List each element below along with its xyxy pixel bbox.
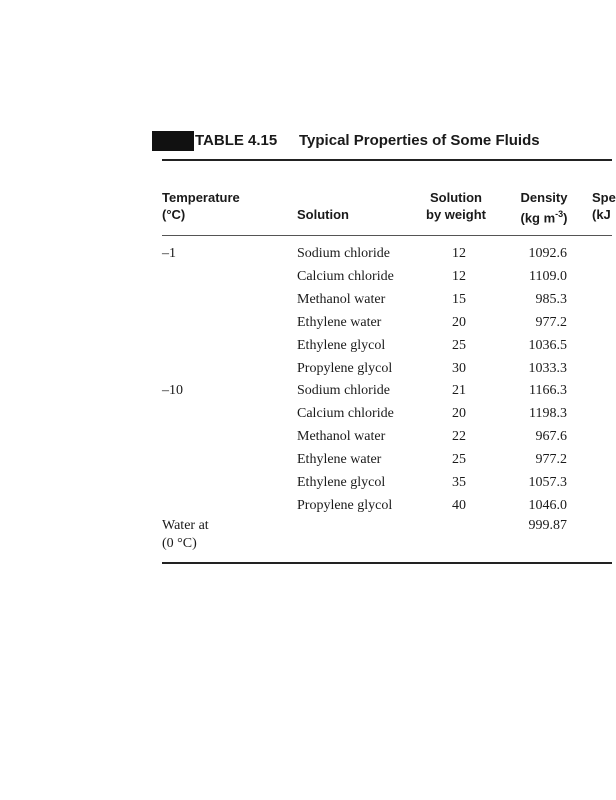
row-density: 1036.5 (528, 338, 567, 353)
header-rule (162, 235, 612, 236)
header-solution: Solution (297, 207, 349, 222)
header-temperature: Temperature (°C) (162, 190, 240, 222)
row-solution: Ethylene water (297, 452, 382, 467)
row-solution: Calcium chloride (297, 406, 394, 421)
row-density: 1057.3 (528, 475, 567, 490)
row-temperature: –10 (162, 383, 183, 398)
row-density: 985.3 (535, 292, 567, 307)
row-density: 967.6 (535, 429, 567, 444)
row-solution: Ethylene water (297, 315, 382, 330)
row-by-weight: 25 (452, 338, 466, 353)
row-solution: Propylene glycol (297, 361, 393, 376)
header-density: Density (kg $m^{-3}$) (520, 190, 568, 226)
row-solution: Sodium chloride (297, 383, 390, 398)
row-density: 1166.3 (529, 383, 567, 398)
row-by-weight: 12 (452, 269, 466, 284)
row-solution: Methanol water (297, 429, 386, 444)
bottom-rule (162, 562, 612, 564)
row-temperature: –1 (162, 246, 176, 261)
row-by-weight: 12 (452, 246, 466, 261)
row-by-weight: 35 (452, 475, 466, 490)
table-title: Typical Properties of Some Fluids (299, 132, 540, 149)
row-by-weight: 20 (452, 315, 466, 330)
row-by-weight: 15 (452, 292, 466, 307)
row-density: 1109.0 (529, 269, 567, 284)
row-by-weight: 20 (452, 406, 466, 421)
row-density: 1092.6 (528, 246, 567, 261)
row-solution: Calcium chloride (297, 269, 394, 284)
row-by-weight: 40 (452, 498, 466, 513)
row-density: 977.2 (535, 452, 567, 467)
row-by-weight: 30 (452, 361, 466, 376)
title-marker-block (152, 131, 194, 151)
water-label: Water at (0 °C) (162, 518, 209, 551)
row-by-weight: 21 (452, 383, 466, 398)
row-solution: Ethylene glycol (297, 338, 386, 353)
row-solution: Ethylene glycol (297, 475, 386, 490)
row-density: 1033.3 (528, 361, 567, 376)
row-by-weight: 22 (452, 429, 466, 444)
header-specific-heat-cutoff: Spe (kJ (592, 190, 616, 222)
row-solution: Methanol water (297, 292, 386, 307)
water-density: 999.87 (528, 518, 567, 533)
row-solution: Sodium chloride (297, 246, 390, 261)
row-by-weight: 25 (452, 452, 466, 467)
row-density: 1046.0 (528, 498, 567, 513)
row-solution: Propylene glycol (297, 498, 393, 513)
top-rule (162, 159, 612, 161)
row-density: 1198.3 (529, 406, 567, 421)
table-number: TABLE 4.15 (195, 132, 278, 149)
header-solution-by-weight: Solution by weight (426, 190, 486, 222)
row-density: 977.2 (535, 315, 567, 330)
